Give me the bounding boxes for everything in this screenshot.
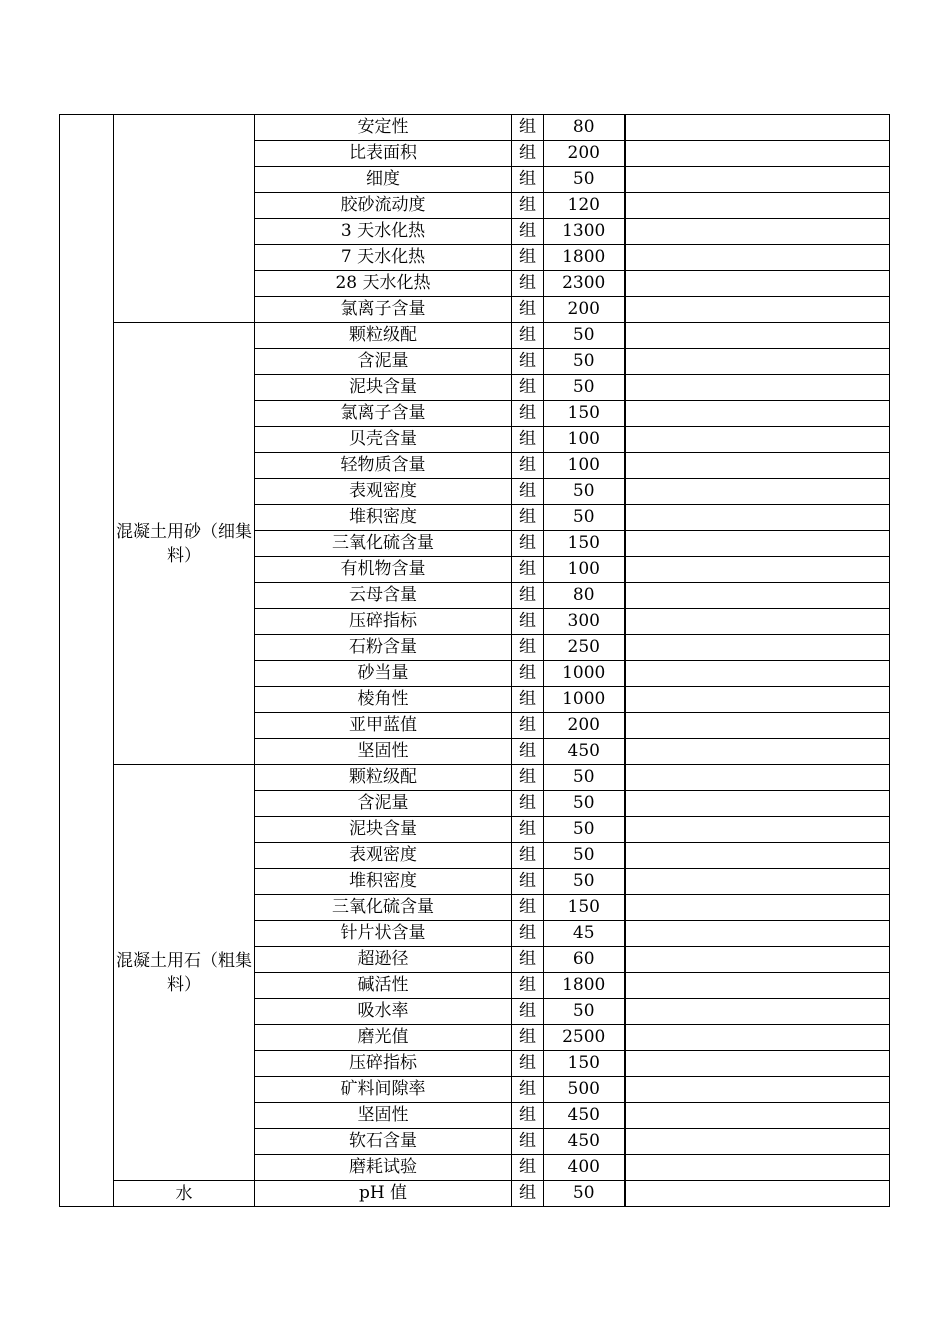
- table-row: [60, 1181, 890, 1207]
- price-cell: 50: [544, 765, 625, 791]
- unit-cell: 组: [512, 271, 544, 297]
- test-price-table: [59, 114, 890, 1207]
- unit-cell: 组: [512, 453, 544, 479]
- test-item-name: 28 天水化热: [255, 271, 512, 297]
- test-item-name: 磨耗试验: [255, 1155, 512, 1181]
- material-category-cell: [114, 115, 255, 323]
- unit-cell: 组: [512, 1129, 544, 1155]
- unit-cell: 组: [512, 661, 544, 687]
- remarks-cell: [625, 999, 890, 1025]
- remarks-cell: [625, 1025, 890, 1051]
- unit-cell: 组: [512, 999, 544, 1025]
- price-cell: 500: [544, 1077, 625, 1103]
- remarks-cell: [625, 687, 890, 713]
- test-item-name: 压碎指标: [255, 609, 512, 635]
- test-item-name: 坚固性: [255, 739, 512, 765]
- remarks-cell: [625, 791, 890, 817]
- price-cell: 450: [544, 1129, 625, 1155]
- test-item-name: 氯离子含量: [255, 401, 512, 427]
- remarks-cell: [625, 271, 890, 297]
- remarks-cell: [625, 245, 890, 271]
- test-item-name: 表观密度: [255, 843, 512, 869]
- remarks-cell: [625, 557, 890, 583]
- unit-cell: 组: [512, 375, 544, 401]
- price-cell: 100: [544, 427, 625, 453]
- test-item-name: 含泥量: [255, 349, 512, 375]
- unit-cell: 组: [512, 817, 544, 843]
- unit-cell: 组: [512, 297, 544, 323]
- remarks-cell: [625, 167, 890, 193]
- unit-cell: 组: [512, 323, 544, 349]
- test-item-name: 轻物质含量: [255, 453, 512, 479]
- test-item-name: 7 天水化热: [255, 245, 512, 271]
- unit-cell: 组: [512, 115, 544, 141]
- unit-cell: 组: [512, 401, 544, 427]
- unit-cell: 组: [512, 973, 544, 999]
- test-item-name: 三氧化硫含量: [255, 531, 512, 557]
- test-item-name: 含泥量: [255, 791, 512, 817]
- remarks-cell: [625, 323, 890, 349]
- price-cell: 1800: [544, 973, 625, 999]
- price-cell: 1300: [544, 219, 625, 245]
- price-cell: 50: [544, 999, 625, 1025]
- remarks-cell: [625, 895, 890, 921]
- price-cell: 80: [544, 115, 625, 141]
- unit-cell: 组: [512, 895, 544, 921]
- remarks-cell: [625, 505, 890, 531]
- price-cell: 2300: [544, 271, 625, 297]
- price-cell: 250: [544, 635, 625, 661]
- unit-cell: 组: [512, 687, 544, 713]
- test-item-name: 坚固性: [255, 1103, 512, 1129]
- test-item-name: 压碎指标: [255, 1051, 512, 1077]
- material-category-cell: 混凝土用石（粗集料）: [114, 765, 255, 1181]
- test-item-name: 磨光值: [255, 1025, 512, 1051]
- test-item-name: pH 值: [255, 1181, 512, 1207]
- price-cell: 50: [544, 323, 625, 349]
- price-cell: 50: [544, 505, 625, 531]
- remarks-cell: [625, 219, 890, 245]
- unit-cell: 组: [512, 167, 544, 193]
- test-item-name: 安定性: [255, 115, 512, 141]
- price-cell: 100: [544, 557, 625, 583]
- price-cell: 50: [544, 869, 625, 895]
- unit-cell: 组: [512, 1025, 544, 1051]
- unit-cell: 组: [512, 635, 544, 661]
- remarks-cell: [625, 1129, 890, 1155]
- price-cell: 50: [544, 843, 625, 869]
- material-category-cell: 混凝土用砂（细集料）: [114, 323, 255, 765]
- price-cell: 150: [544, 1051, 625, 1077]
- price-cell: 50: [544, 349, 625, 375]
- unit-cell: 组: [512, 791, 544, 817]
- price-cell: 150: [544, 895, 625, 921]
- test-item-name: 贝壳含量: [255, 427, 512, 453]
- remarks-cell: [625, 1077, 890, 1103]
- remarks-cell: [625, 765, 890, 791]
- unit-cell: 组: [512, 583, 544, 609]
- table-row: [60, 115, 890, 141]
- price-cell: 50: [544, 479, 625, 505]
- remarks-cell: [625, 947, 890, 973]
- unit-cell: 组: [512, 349, 544, 375]
- test-item-name: 胶砂流动度: [255, 193, 512, 219]
- price-cell: 150: [544, 531, 625, 557]
- remarks-cell: [625, 843, 890, 869]
- unit-cell: 组: [512, 245, 544, 271]
- test-item-name: 云母含量: [255, 583, 512, 609]
- remarks-cell: [625, 427, 890, 453]
- remarks-cell: [625, 609, 890, 635]
- unit-cell: 组: [512, 843, 544, 869]
- remarks-cell: [625, 1181, 890, 1207]
- price-cell: 80: [544, 583, 625, 609]
- remarks-cell: [625, 869, 890, 895]
- table-row: [60, 323, 890, 349]
- remarks-cell: [625, 531, 890, 557]
- test-item-name: 细度: [255, 167, 512, 193]
- unit-cell: 组: [512, 141, 544, 167]
- price-cell: 1000: [544, 661, 625, 687]
- remarks-cell: [625, 583, 890, 609]
- remarks-cell: [625, 1051, 890, 1077]
- price-cell: 50: [544, 791, 625, 817]
- remarks-cell: [625, 479, 890, 505]
- price-cell: 1800: [544, 245, 625, 271]
- unit-cell: 组: [512, 765, 544, 791]
- remarks-cell: [625, 453, 890, 479]
- test-item-name: 堆积密度: [255, 505, 512, 531]
- price-cell: 50: [544, 1181, 625, 1207]
- unit-cell: 组: [512, 193, 544, 219]
- price-cell: 300: [544, 609, 625, 635]
- price-cell: 450: [544, 739, 625, 765]
- test-item-name: 泥块含量: [255, 375, 512, 401]
- unit-cell: 组: [512, 1077, 544, 1103]
- price-cell: 200: [544, 141, 625, 167]
- unit-cell: 组: [512, 1103, 544, 1129]
- remarks-cell: [625, 297, 890, 323]
- remarks-cell: [625, 141, 890, 167]
- remarks-cell: [625, 661, 890, 687]
- test-item-name: 矿料间隙率: [255, 1077, 512, 1103]
- remarks-cell: [625, 401, 890, 427]
- price-cell: 60: [544, 947, 625, 973]
- unit-cell: 组: [512, 1051, 544, 1077]
- unit-cell: 组: [512, 739, 544, 765]
- price-cell: 50: [544, 375, 625, 401]
- test-item-name: 3 天水化热: [255, 219, 512, 245]
- remarks-cell: [625, 817, 890, 843]
- remarks-cell: [625, 713, 890, 739]
- unit-cell: 组: [512, 557, 544, 583]
- remarks-cell: [625, 1155, 890, 1181]
- test-item-name: 棱角性: [255, 687, 512, 713]
- unit-cell: 组: [512, 921, 544, 947]
- remarks-cell: [625, 635, 890, 661]
- price-cell: 50: [544, 167, 625, 193]
- test-item-name: 针片状含量: [255, 921, 512, 947]
- remarks-cell: [625, 921, 890, 947]
- unit-cell: 组: [512, 1155, 544, 1181]
- test-item-name: 软石含量: [255, 1129, 512, 1155]
- price-cell: 2500: [544, 1025, 625, 1051]
- price-cell: 200: [544, 713, 625, 739]
- test-item-name: 堆积密度: [255, 869, 512, 895]
- unit-cell: 组: [512, 505, 544, 531]
- remarks-cell: [625, 193, 890, 219]
- outer-category-cell: [60, 115, 114, 1207]
- test-item-name: 氯离子含量: [255, 297, 512, 323]
- price-cell: 150: [544, 401, 625, 427]
- remarks-cell: [625, 1103, 890, 1129]
- unit-cell: 组: [512, 531, 544, 557]
- price-cell: 1000: [544, 687, 625, 713]
- test-item-name: 泥块含量: [255, 817, 512, 843]
- test-item-name: 颗粒级配: [255, 765, 512, 791]
- price-cell: 120: [544, 193, 625, 219]
- test-item-name: 石粉含量: [255, 635, 512, 661]
- price-cell: 450: [544, 1103, 625, 1129]
- test-item-name: 比表面积: [255, 141, 512, 167]
- remarks-cell: [625, 739, 890, 765]
- test-item-name: 超逊径: [255, 947, 512, 973]
- unit-cell: 组: [512, 427, 544, 453]
- price-cell: 400: [544, 1155, 625, 1181]
- remarks-cell: [625, 973, 890, 999]
- test-item-name: 砂当量: [255, 661, 512, 687]
- test-item-name: 三氧化硫含量: [255, 895, 512, 921]
- material-category-cell: 水: [114, 1181, 255, 1207]
- test-item-name: 有机物含量: [255, 557, 512, 583]
- remarks-cell: [625, 115, 890, 141]
- test-item-name: 表观密度: [255, 479, 512, 505]
- price-cell: 50: [544, 817, 625, 843]
- price-cell: 100: [544, 453, 625, 479]
- price-cell: 200: [544, 297, 625, 323]
- test-item-name: 颗粒级配: [255, 323, 512, 349]
- price-cell: 45: [544, 921, 625, 947]
- remarks-cell: [625, 349, 890, 375]
- test-item-name: 碱活性: [255, 973, 512, 999]
- test-item-name: 吸水率: [255, 999, 512, 1025]
- test-item-name: 亚甲蓝值: [255, 713, 512, 739]
- unit-cell: 组: [512, 219, 544, 245]
- remarks-cell: [625, 375, 890, 401]
- unit-cell: 组: [512, 869, 544, 895]
- unit-cell: 组: [512, 479, 544, 505]
- unit-cell: 组: [512, 713, 544, 739]
- table-row: [60, 765, 890, 791]
- unit-cell: 组: [512, 947, 544, 973]
- unit-cell: 组: [512, 609, 544, 635]
- unit-cell: 组: [512, 1181, 544, 1207]
